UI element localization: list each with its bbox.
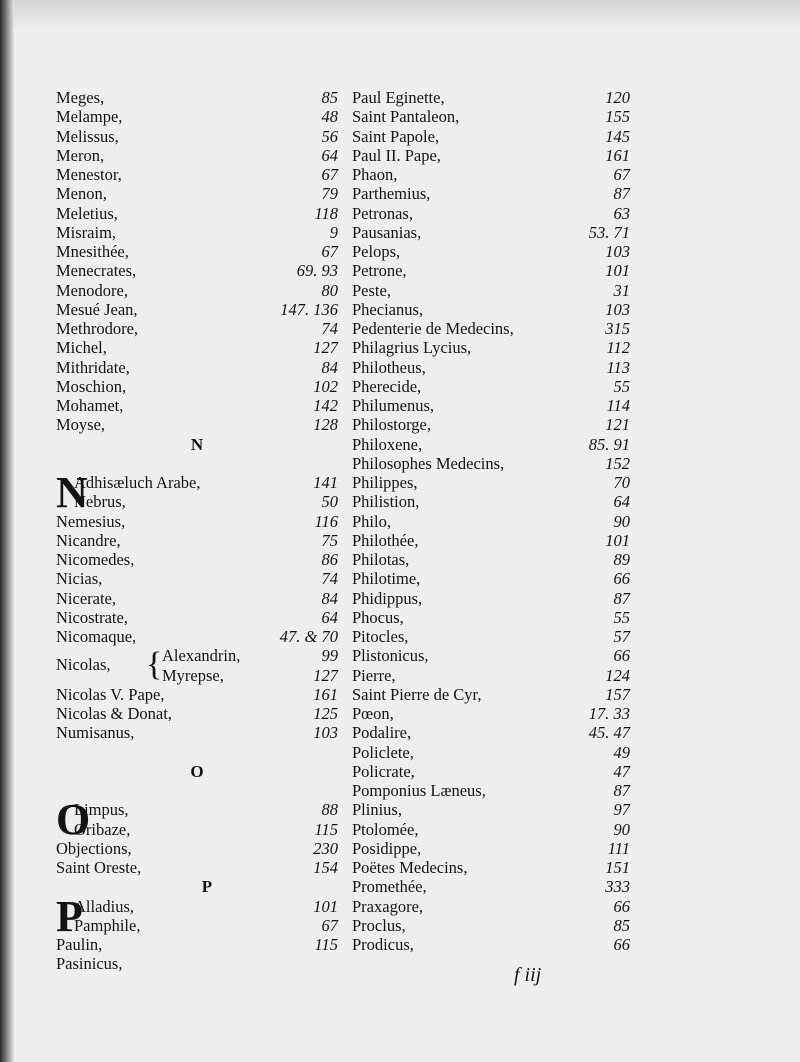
index-entry — [56, 492, 338, 511]
entry-page: 127 — [313, 338, 338, 358]
index-entry — [352, 454, 630, 473]
index-entry — [56, 165, 338, 184]
spacer — [56, 743, 338, 762]
entry-page: 87 — [613, 781, 630, 800]
entry-page: 47 — [613, 761, 630, 781]
entry-name: Nicolas V. Pape, — [56, 684, 165, 704]
entry-name: Nicias, — [56, 569, 103, 589]
index-entry — [352, 473, 630, 492]
entry-page: 49 — [613, 742, 630, 762]
entry-name: Nicandre, — [56, 530, 121, 550]
entry-name: Pasinicus, — [56, 954, 123, 974]
entry-name: Phaon, — [352, 165, 398, 184]
entry-name: Mohamet, — [56, 396, 124, 415]
index-entry — [56, 839, 338, 858]
index-entry — [352, 242, 630, 261]
index-entry — [352, 204, 630, 223]
entry-name: Posidippe, — [352, 838, 422, 858]
index-entry — [352, 569, 630, 588]
page-top-shadow — [14, 0, 800, 30]
entry-name: Petronas, — [352, 203, 413, 223]
entry-name: Policlete, — [352, 742, 414, 762]
index-entry — [352, 146, 630, 165]
entry-page: 64 — [613, 492, 630, 512]
entry-page: 50 — [321, 492, 338, 512]
entry-name: Prodicus, — [352, 935, 414, 954]
entry-page: 90 — [613, 511, 630, 531]
index-entry — [56, 473, 338, 492]
entry-name: Philotheus, — [352, 357, 426, 377]
index-entry — [56, 107, 338, 126]
entry-name: Pamphile, — [74, 915, 141, 935]
entry-page: 152 — [605, 453, 630, 473]
index-block-n-after — [56, 685, 338, 743]
entry-page: 57 — [613, 627, 630, 646]
entry-page: 145 — [605, 126, 630, 146]
entry-name: Mesué Jean, — [56, 299, 138, 319]
index-entry — [56, 242, 338, 261]
entry-name: Nicostrate, — [56, 607, 128, 627]
entry-page: 154 — [313, 858, 338, 877]
index-entry — [56, 685, 338, 704]
entry-name: Meletius, — [56, 203, 118, 223]
entry-page: 113 — [606, 357, 630, 377]
index-entry — [352, 666, 630, 685]
index-block-m — [56, 88, 338, 435]
entry-page: 17. 33 — [588, 704, 630, 723]
index-entry — [352, 165, 630, 184]
entry-name: Paul Eginette, — [352, 88, 445, 107]
index-entry — [352, 492, 630, 511]
index-entry — [352, 319, 630, 338]
entry-page: 315 — [605, 319, 630, 338]
index-entry — [352, 608, 630, 627]
index-entry — [56, 184, 338, 203]
spacer — [56, 454, 338, 473]
index-entry — [56, 146, 338, 165]
entry-page: 48 — [321, 107, 338, 127]
entry-name: Pitocles, — [352, 627, 409, 646]
entry-name: Michel, — [56, 338, 107, 358]
drop-cap-p: P — [56, 891, 83, 941]
entry-name: Methrodore, — [56, 319, 139, 338]
entry-name: Parthemius, — [352, 184, 431, 204]
entry-name: Petrone, — [352, 261, 407, 281]
entry-name: Menon, — [56, 184, 107, 204]
entry-name: Nemesius, — [56, 511, 126, 531]
index-entry — [56, 916, 338, 935]
entry-page: 66 — [613, 569, 630, 589]
entry-name: Nicomedes, — [56, 550, 135, 569]
index-entry — [352, 338, 630, 357]
entry-page: 118 — [314, 203, 338, 223]
entry-name: Nebrus, — [74, 492, 126, 512]
entry-name: Plistonicus, — [352, 646, 429, 666]
drop-cap-o: O — [56, 795, 91, 845]
entry-page: 89 — [613, 550, 630, 569]
page-gutter-shadow — [0, 0, 14, 1062]
index-entry — [352, 627, 630, 646]
entry-name: Oribaze, — [74, 819, 131, 839]
entry-name: Philoxene, — [352, 434, 423, 454]
index-entry — [56, 300, 338, 319]
index-entry — [352, 704, 630, 723]
index-entry — [56, 935, 338, 954]
entry-page: 103 — [605, 299, 630, 319]
entry-name: Philagrius Lycius, — [352, 338, 472, 358]
entry-page: 53. 71 — [588, 222, 630, 242]
index-entry — [352, 800, 630, 819]
entry-page: 31 — [613, 280, 630, 300]
entry-page: 141 — [313, 473, 338, 492]
entry-name: Paulin, — [56, 935, 103, 954]
entry-page: 45. 47 — [588, 723, 630, 743]
index-entry — [352, 223, 630, 242]
entry-page: 87 — [613, 184, 630, 204]
index-entry — [352, 88, 630, 107]
index-entry — [56, 627, 338, 646]
entry-name: Philippes, — [352, 473, 418, 492]
index-entry — [352, 107, 630, 126]
index-entry — [56, 223, 338, 242]
index-entry — [352, 839, 630, 858]
index-entry — [352, 396, 630, 415]
entry-page: 84 — [321, 588, 338, 608]
entry-name: Philotime, — [352, 569, 421, 589]
index-entry — [56, 127, 338, 146]
entry-name: Nicolas & Donat, — [56, 704, 172, 723]
entry-name: Nicomaque, — [56, 627, 137, 646]
index-entry — [352, 935, 630, 954]
index-entry — [56, 338, 338, 357]
entry-page: 112 — [606, 338, 630, 358]
entry-name: Pœon, — [352, 704, 394, 723]
entry-page: 103 — [605, 242, 630, 261]
index-entry — [352, 685, 630, 704]
entry-name: Ptolomée, — [352, 819, 419, 839]
entry-name: Meges, — [56, 88, 105, 107]
entry-page: 101 — [605, 261, 630, 281]
entry-page: 114 — [606, 396, 630, 415]
entry-page: 142 — [313, 396, 338, 415]
index-entry — [56, 569, 338, 588]
entry-name: Promethée, — [352, 877, 427, 897]
entry-page: 87 — [613, 588, 630, 608]
index-column-right — [352, 88, 630, 954]
index-entry — [352, 877, 630, 896]
index-entry — [56, 589, 338, 608]
index-entry — [56, 531, 338, 550]
index-entry — [56, 858, 338, 877]
index-entry — [352, 184, 630, 203]
entry-page: 66 — [613, 896, 630, 916]
index-entry — [56, 88, 338, 107]
index-entry — [352, 377, 630, 396]
entry-name: Pomponius Læneus, — [352, 781, 486, 800]
entry-page: 64 — [321, 145, 338, 165]
entry-page: 115 — [314, 935, 338, 954]
entry-name: Menodore, — [56, 280, 128, 300]
entry-page: 99 — [321, 646, 338, 666]
index-entry — [352, 435, 630, 454]
index-entry — [352, 531, 630, 550]
index-entry — [352, 127, 630, 146]
index-entry — [56, 319, 338, 338]
index-entry — [56, 704, 338, 723]
entry-name: Objections, — [56, 838, 132, 858]
entry-page: 103 — [313, 723, 338, 743]
entry-name: Praxagore, — [352, 896, 424, 916]
entry-page: 97 — [613, 800, 630, 820]
index-entry — [352, 743, 630, 762]
entry-name: Menestor, — [56, 165, 122, 184]
index-entry — [56, 377, 338, 396]
entry-page: 157 — [605, 684, 630, 704]
index-entry — [352, 261, 630, 280]
entry-page: 56 — [321, 126, 338, 146]
entry-name: Philo, — [352, 511, 391, 531]
entry-page: 127 — [313, 665, 338, 685]
entry-subname: Alexandrin, — [162, 646, 241, 666]
entry-page: 55 — [613, 607, 630, 627]
entry-page: 124 — [605, 665, 630, 685]
entry-page: 74 — [321, 569, 338, 589]
entry-page: 55 — [613, 376, 630, 396]
entry-name: Philostorge, — [352, 415, 431, 435]
entry-name: Podalire, — [352, 723, 412, 743]
entry-name: Philotas, — [352, 550, 410, 569]
letter-heading-o: O — [190, 761, 204, 781]
index-entry — [56, 261, 338, 280]
entry-name: Meron, — [56, 145, 105, 165]
entry-page: 67 — [321, 915, 338, 935]
index-entry — [352, 820, 630, 839]
entry-name: Pherecide, — [352, 376, 422, 396]
entry-page: 101 — [605, 530, 630, 550]
entry-page: 111 — [607, 838, 630, 858]
index-entry — [352, 415, 630, 434]
index-entry — [56, 550, 338, 569]
drop-cap-n: N — [56, 468, 88, 517]
index-entry — [56, 897, 338, 916]
entry-page: 66 — [613, 646, 630, 666]
entry-name: Mithridate, — [56, 357, 130, 377]
entry-page: 85 — [321, 88, 338, 107]
entry-name: Moyse, — [56, 415, 106, 435]
entry-name: Philothée, — [352, 530, 419, 550]
entry-page: 69. 93 — [296, 261, 338, 281]
letter-heading-p: P — [201, 877, 213, 897]
index-entry — [352, 358, 630, 377]
entry-name: Phidippus, — [352, 588, 423, 608]
entry-page: 230 — [313, 838, 338, 858]
brace-glyph: { — [146, 646, 163, 684]
index-entry — [352, 762, 630, 781]
entry-page: 333 — [605, 877, 630, 897]
entry-page: 80 — [321, 280, 338, 300]
spacer — [56, 781, 338, 800]
index-entry — [352, 281, 630, 300]
entry-name: Nicolas, — [56, 655, 111, 675]
index-column-left — [56, 88, 338, 974]
entry-page: 79 — [321, 184, 338, 204]
entry-page: 86 — [321, 550, 338, 569]
entry-page: 101 — [313, 896, 338, 916]
entry-name: Proclus, — [352, 915, 406, 935]
entry-name: Limpus, — [74, 800, 129, 820]
index-entry — [56, 415, 338, 434]
entry-page: 67 — [613, 165, 630, 184]
index-entry — [352, 300, 630, 319]
entry-name: Pelops, — [352, 242, 401, 261]
entry-name: Peste, — [352, 280, 391, 300]
index-block-o — [56, 839, 338, 878]
entry-name: Philosophes Medecins, — [352, 453, 505, 473]
entry-name: Melampe, — [56, 107, 123, 127]
entry-page: 125 — [313, 704, 338, 723]
entry-name: Misraim, — [56, 222, 117, 242]
entry-page: 64 — [321, 607, 338, 627]
index-entry — [352, 589, 630, 608]
index-entry — [352, 550, 630, 569]
index-entry — [352, 723, 630, 742]
index-entry — [352, 897, 630, 916]
nicolas-entry — [56, 646, 338, 685]
entry-name: Philistion, — [352, 492, 420, 512]
entry-page: 88 — [321, 800, 338, 820]
entry-page: 47. & 70 — [279, 627, 338, 646]
index-entry — [56, 820, 338, 839]
index-entry — [56, 954, 338, 973]
entry-name: Adhisæluch Arabe, — [74, 473, 201, 492]
entry-name: Plinius, — [352, 800, 402, 820]
signature-mark: f iij — [514, 964, 542, 986]
entry-name: Saint Oreste, — [56, 858, 142, 877]
entry-name: Pedenterie de Medecins, — [352, 319, 514, 338]
index-block-o-first — [56, 795, 338, 845]
entry-name: Phocus, — [352, 607, 404, 627]
entry-page: 63 — [613, 203, 630, 223]
entry-page: 128 — [313, 415, 338, 435]
entry-subname: Myrepse, — [162, 665, 224, 685]
index-block-p-first — [56, 891, 338, 941]
entry-page: 85 — [613, 915, 630, 935]
entry-page: 67 — [321, 242, 338, 261]
index-entry — [352, 512, 630, 531]
entry-page: 9 — [329, 222, 338, 242]
entry-page: 74 — [321, 319, 338, 338]
entry-page: 155 — [605, 107, 630, 127]
entry-name: Poëtes Medecins, — [352, 858, 468, 877]
entry-name: Saint Pantaleon, — [352, 107, 460, 127]
entry-name: Mnesithée, — [56, 242, 129, 261]
entry-name: Alladius, — [74, 896, 135, 916]
entry-page: 151 — [605, 858, 630, 877]
index-entry — [56, 204, 338, 223]
entry-name: Paul II. Pape, — [352, 145, 441, 165]
entry-name: Pierre, — [352, 665, 396, 685]
entry-name: Moschion, — [56, 376, 127, 396]
entry-name: Saint Papole, — [352, 126, 440, 146]
entry-name: Pausanias, — [352, 222, 422, 242]
index-entry — [56, 358, 338, 377]
entry-name: Numisanus, — [56, 723, 135, 743]
entry-page: 116 — [314, 511, 338, 531]
entry-page: 115 — [314, 819, 338, 839]
index-entry — [352, 781, 630, 800]
index-block-n-first — [56, 468, 338, 517]
entry-page: 102 — [313, 376, 338, 396]
index-entry — [56, 281, 338, 300]
entry-page: 70 — [613, 473, 630, 492]
index-entry — [352, 858, 630, 877]
entry-page: 147. 136 — [280, 299, 338, 319]
entry-page: 120 — [605, 88, 630, 107]
entry-name: Melissus, — [56, 126, 119, 146]
entry-page: 161 — [605, 145, 630, 165]
entry-name: Phecianus, — [352, 299, 424, 319]
index-entry — [56, 396, 338, 415]
index-entry — [56, 800, 338, 819]
index-entry — [352, 916, 630, 935]
entry-page: 66 — [613, 935, 630, 954]
entry-page: 75 — [321, 530, 338, 550]
letter-heading-n: N — [190, 434, 204, 454]
index-entry — [56, 608, 338, 627]
index-entry — [56, 512, 338, 531]
entry-page: 161 — [313, 684, 338, 704]
entry-page: 67 — [321, 165, 338, 184]
entry-page: 84 — [321, 357, 338, 377]
index-block-n — [56, 512, 338, 647]
entry-name: Saint Pierre de Cyr, — [352, 684, 482, 704]
index-entry — [352, 646, 630, 665]
entry-page: 121 — [605, 415, 630, 435]
entry-name: Philumenus, — [352, 396, 435, 415]
index-entry — [56, 723, 338, 742]
entry-name: Menecrates, — [56, 261, 137, 281]
index-block-p — [56, 935, 338, 974]
entry-name: Nicerate, — [56, 588, 116, 608]
entry-page: 85. 91 — [588, 434, 630, 454]
entry-page: 90 — [613, 819, 630, 839]
entry-name: Policrate, — [352, 761, 415, 781]
